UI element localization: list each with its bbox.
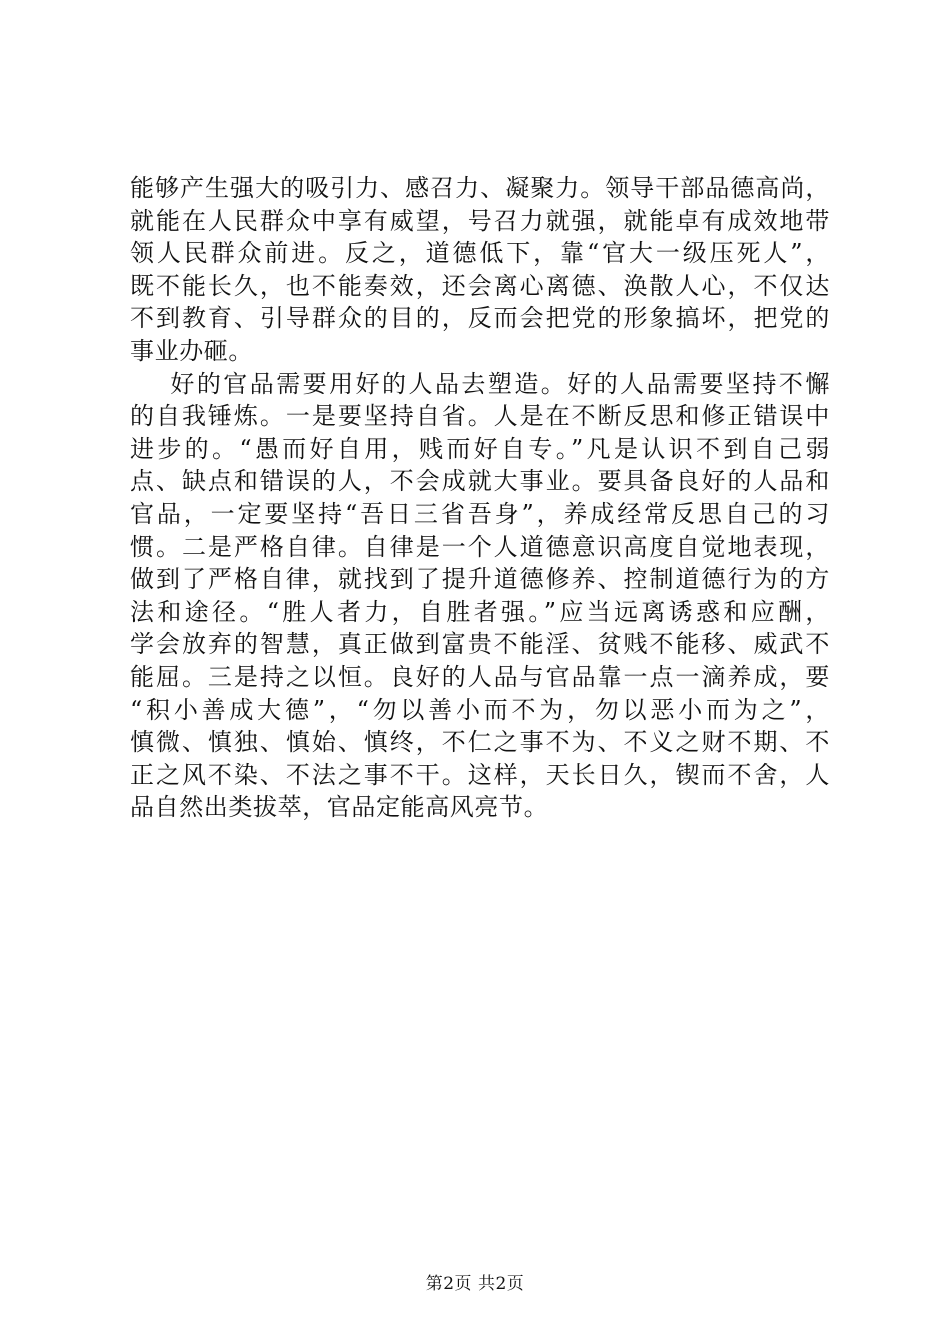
text-line: 进步的。“愚而好自用，贱而好自专。”凡是认识不到自己弱: [130, 434, 830, 463]
text-line: 学会放弃的智慧，真正做到富贵不能淫、贫贱不能移、威武不: [130, 630, 830, 659]
text-line: 点、缺点和错误的人，不会成就大事业。要具备良好的人品和: [130, 467, 830, 496]
text-line: 就能在人民群众中享有威望，号召力就强，就能卓有成效地带: [130, 206, 830, 235]
text-line: 品自然出类拔萃，官品定能高风亮节。: [130, 793, 549, 822]
text-line: 惯。二是严格自律。自律是一个人道德意识高度自觉地表现，: [130, 532, 830, 561]
text-line: 的自我锤炼。一是要坚持自省。人是在不断反思和修正错误中: [130, 402, 830, 431]
text-line: 能够产生强大的吸引力、感召力、凝聚力。领导干部品德高尚，: [130, 174, 830, 202]
text-line: 事业办砸。: [130, 336, 253, 365]
body-text: [130, 172, 830, 824]
text-line: 不到教育、引导群众的目的，反而会把党的形象搞坏，把党的: [130, 304, 830, 333]
text-line: 法和途径。“胜人者力，自胜者强。”应当远离诱惑和应酬，: [130, 597, 830, 626]
paragraph-start-line: 好的官品需要用好的人品去塑造。好的人品需要坚持不懈: [130, 369, 830, 398]
text-line: “积小善成大德”，“勿以善小而不为，勿以恶小而为之”，: [130, 695, 830, 724]
text-line: 官品，一定要坚持“吾日三省吾身”，养成经常反思自己的习: [130, 499, 830, 528]
text-line: 能屈。三是持之以恒。良好的人品与官品靠一点一滴养成，要: [130, 662, 830, 691]
text-line: 慎微、慎独、慎始、慎终，不仁之事不为、不义之财不期、不: [130, 728, 830, 757]
text-line: 做到了严格自律，就找到了提升道德修养、控制道德行为的方: [130, 565, 830, 594]
text-line: 领人民群众前进。反之，道德低下，靠“官大一级压死人”，: [130, 239, 830, 268]
text-line: 既不能长久，也不能奏效，还会离心离德、涣散人心，不仅达: [130, 271, 830, 300]
page-footer: 第2页 共2页: [425, 1274, 525, 1294]
text-line: 正之风不染、不法之事不干。这样，天长日久，锲而不舍，人: [130, 760, 830, 789]
